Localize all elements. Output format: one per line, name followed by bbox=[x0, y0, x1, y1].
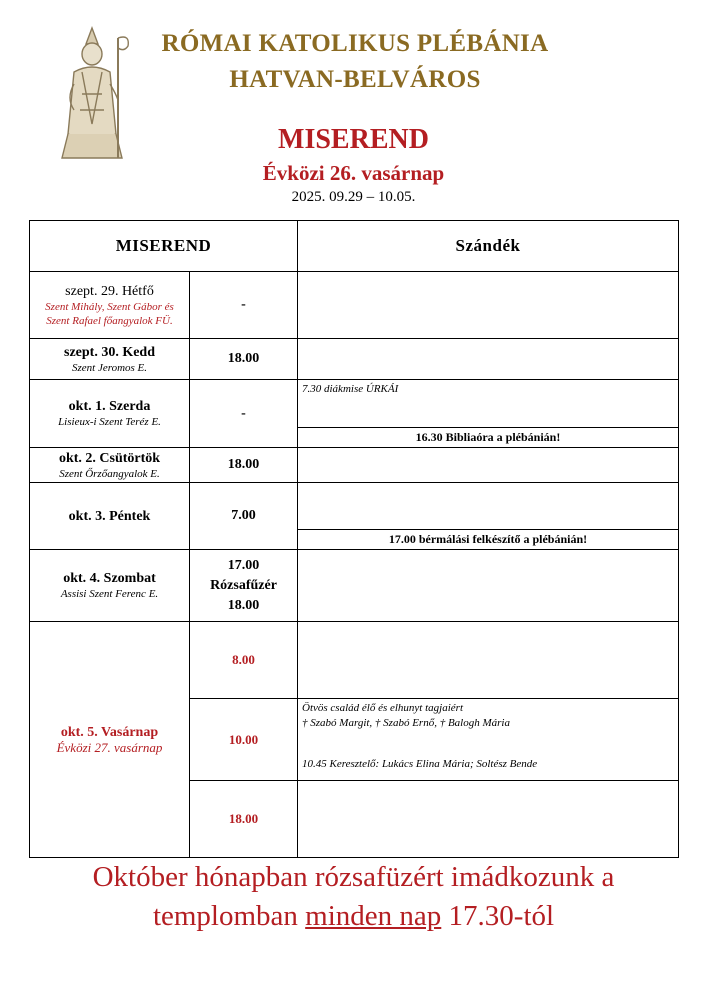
table-row bbox=[30, 380, 679, 428]
header-schedule: MISEREND bbox=[30, 221, 298, 272]
mass-time: 18.00 bbox=[190, 339, 298, 380]
date-range: 2025. 09.29 – 10.05. bbox=[291, 189, 416, 205]
mass-time: 18.00 bbox=[190, 781, 298, 858]
day-cell bbox=[30, 339, 190, 380]
event-note: 17.00 bérmálási felkészítő a plébánián! bbox=[298, 530, 679, 550]
day-cell bbox=[30, 380, 190, 448]
day-label: okt. 5. Vasárnap bbox=[60, 725, 159, 740]
saint-label: Lisieux-i Szent Teréz E. bbox=[58, 416, 161, 428]
intention-cell bbox=[298, 272, 679, 339]
table-header-row bbox=[30, 221, 679, 272]
parish-location: HATVAN-BELVÁROS bbox=[229, 66, 481, 93]
day-label: szept. 30. Kedd bbox=[64, 344, 155, 360]
mass-time: 7.00 bbox=[190, 483, 298, 550]
day-cell bbox=[30, 483, 190, 550]
footer-line2 bbox=[0, 897, 707, 935]
mass-schedule-table bbox=[29, 220, 679, 858]
day-cell bbox=[30, 272, 190, 339]
day-label: okt. 1. Szerda bbox=[68, 399, 151, 414]
intention-cell bbox=[298, 622, 679, 699]
intention-cell bbox=[298, 448, 679, 483]
intention-cell bbox=[298, 483, 679, 530]
day-cell bbox=[30, 550, 190, 622]
saint-label: Assisi Szent Ferenc E. bbox=[60, 588, 159, 600]
footer-text: templomban bbox=[152, 900, 306, 932]
intention-cell bbox=[298, 781, 679, 858]
day-label: okt. 2. Csütörtök bbox=[58, 450, 161, 466]
page-subtitle: Évközi 26. vasárnap bbox=[262, 161, 445, 185]
saint-label: Szent Őrzőangyalok E. bbox=[59, 467, 160, 480]
mass-time: 10.00 bbox=[190, 699, 298, 781]
table-row bbox=[30, 272, 679, 339]
day-label: szept. 29. Hétfő bbox=[65, 283, 154, 299]
footer-text: 17.30-tól bbox=[441, 900, 555, 932]
table-row bbox=[30, 339, 679, 380]
mass-time: - bbox=[190, 380, 298, 448]
mass-times bbox=[190, 550, 298, 622]
intention-note: Ötvös család élő és elhunyt tagjaiért bbox=[302, 702, 463, 714]
table-row bbox=[30, 622, 679, 699]
saint-label: Szent Jeromos E. bbox=[71, 361, 148, 374]
page-title: MISEREND bbox=[278, 124, 429, 155]
rosary-label: Rózsafűzér bbox=[210, 577, 277, 593]
mass-time: 18.00 bbox=[190, 448, 298, 483]
day-label: okt. 3. Péntek bbox=[68, 508, 151, 524]
footer-line1: Október hónapban rózsafüzért imádkozunk a bbox=[92, 861, 615, 893]
mass-time: 18.00 bbox=[227, 597, 260, 613]
footer-emphasis: minden nap bbox=[305, 900, 442, 932]
mass-time: 8.00 bbox=[190, 622, 298, 699]
parish-name: RÓMAI KATOLIKUS PLÉBÁNIA bbox=[161, 30, 549, 57]
event-note: 16.30 Bibliaóra a plébánián! bbox=[298, 428, 679, 448]
mass-time: - bbox=[190, 272, 298, 339]
intention-cell bbox=[298, 550, 679, 622]
intention-note: † Szabó Margit, † Szabó Ernő, † Balogh Mária bbox=[302, 717, 510, 729]
day-label: okt. 4. Szombat bbox=[63, 571, 156, 586]
intention-cell bbox=[298, 339, 679, 380]
header-intention: Szándék bbox=[298, 221, 679, 272]
day-cell bbox=[30, 448, 190, 483]
saint-label: Szent Mihály, Szent Gábor és Szent Rafael főangyalok FÜ. bbox=[45, 300, 174, 327]
saint-label: Évközi 27. vasárnap bbox=[56, 740, 163, 755]
mass-time: 17.00 bbox=[227, 557, 260, 573]
table-row bbox=[30, 550, 679, 622]
intention-note: 7.30 diákmise ÚRKÁI bbox=[298, 380, 679, 428]
baptism-note: 10.45 Keresztelő: Lukács Elina Mária; Soltész Bende bbox=[302, 758, 538, 770]
day-cell bbox=[30, 622, 190, 858]
table-row bbox=[30, 483, 679, 530]
intention-cell bbox=[298, 699, 679, 781]
table-row bbox=[30, 448, 679, 483]
